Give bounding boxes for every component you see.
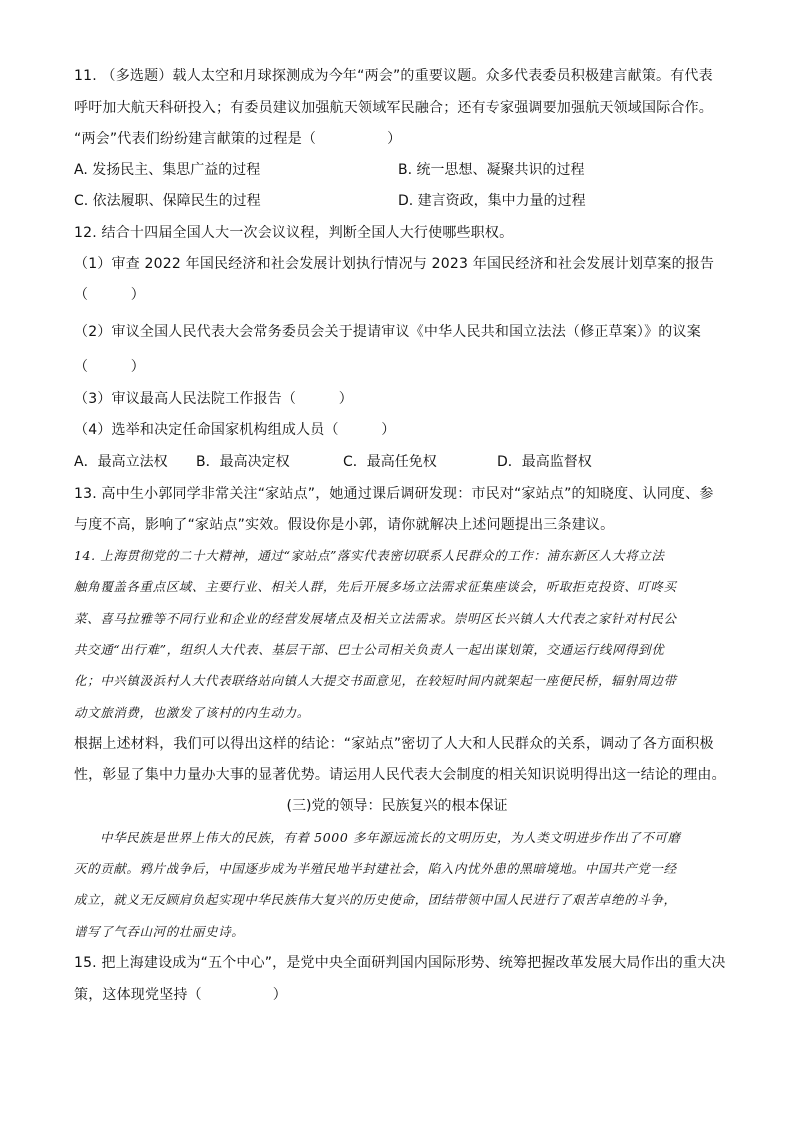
q14-material-line: 菜、喜马拉雅等不同行业和企业的经营发展堵点及相关立法需求。崇明区长兴镇人大代表之家针对村民公 bbox=[74, 611, 677, 626]
q12-item-1-blank: （ ） bbox=[74, 287, 145, 303]
section-material-line: 中华民族是世界上伟大的民族，有着 5000 多年源远流长的文明历史，为人类文明进步作出了不可磨 bbox=[100, 830, 681, 845]
q12-option-c: C．最高任免权 bbox=[343, 454, 437, 470]
q12-item-2-blank: （ ） bbox=[74, 359, 145, 375]
q14-material-line: 化；中兴镇汲浜村人大代表联络站向镇人大提交书面意见，在较短时间内就架起一座便民桥，辐射周边带 bbox=[74, 673, 677, 688]
q12-item-2: （2）审议全国人民代表大会常务委员会关于提请审议《中华人民共和国立法法（修正草案）》的议案 bbox=[74, 324, 701, 340]
q14-conclusion-line: 根据上述材料，我们可以得出这样的结论：“家站点”密切了人大和人民群众的关系，调动了各方面积极 bbox=[74, 736, 714, 752]
q14-material-line: 共交通“出行难”，组织人大代表、基层干部、巴士公司相关负责人一起出谋划策，交通运行线网得到优 bbox=[74, 642, 665, 657]
q13-line-2: 与度不高，影响了“家站点”实效。假设你是小郭，请你就解决上述问题提出三条建议。 bbox=[74, 517, 615, 533]
q11-option-b: B. 统一思想、凝聚共识的过程 bbox=[398, 162, 585, 178]
q11-line-1: 11. （多选题）载人太空和月球探测成为今年“两会”的重要议题。众多代表委员积极建言献策。有代表 bbox=[74, 68, 713, 84]
q12-option-d: D．最高监督权 bbox=[497, 454, 592, 470]
q12-item-1: （1）审查 2022 年国民经济和社会发展计划执行情况与 2023 年国民经济和社会发展计划草案的报告 bbox=[74, 256, 715, 272]
section-title: (三)党的领导：民族复兴的根本保证 bbox=[286, 798, 508, 814]
q14-conclusion-line: 性，彰显了集中力量办大事的显著优势。请运用人民代表大会制度的相关知识说明得出这一结论的理由。 bbox=[74, 767, 726, 783]
q14-material-line: 动文旅消费，也激发了该村的内生动力。 bbox=[74, 705, 310, 720]
q11-line-2: 呼吁加大航天科研投入；有委员建议加强航天领域军民融合；还有专家强调要加强航天领域国际合作。 bbox=[74, 100, 713, 116]
q15-line-2: 策，这体现党坚持（ ） bbox=[74, 987, 287, 1003]
section-material-line: 成立，就义无反顾肩负起实现中华民族伟大复兴的历史使命，团结带领中国人民进行了艰苦卓绝的斗争， bbox=[74, 892, 677, 907]
q12-option-a: A．最高立法权 bbox=[74, 454, 168, 470]
section-material-line: 灭的贡献。鸦片战争后，中国逐步成为半殖民地半封建社会，陷入内忧外患的黑暗境地。中国共产党一经 bbox=[74, 861, 677, 876]
q13-line-1: 13. 高中生小郭同学非常关注“家站点”，她通过课后调研发现：市民对“家站点”的知晓度、认同度、参 bbox=[74, 486, 714, 502]
q14-material-line: 14. 上海贯彻党的二十大精神，通过“家站点”落实代表密切联系人民群众的工作：浦东新区人大将立法 bbox=[74, 548, 665, 563]
q11-option-a: A. 发扬民主、集思广益的过程 bbox=[74, 162, 261, 178]
q12-item-3: （3）审议最高人民法院工作报告（ ） bbox=[74, 391, 353, 407]
q11-line-3: “两会”代表们纷纷建言献策的过程是（ ） bbox=[74, 131, 402, 147]
q12-stem: 12. 结合十四届全国人大一次会议议程，判断全国人大行使哪些职权。 bbox=[74, 225, 514, 241]
q12-option-b: B．最高决定权 bbox=[196, 454, 290, 470]
section-material-line: 谱写了气吞山河的壮丽史诗。 bbox=[74, 924, 245, 939]
q15-line-1: 15. 把上海建设成为“五个中心”，是党中央全面研判国内国际形势、统筹把握改革发展大局作出的重大决 bbox=[74, 955, 726, 971]
q11-option-c: C. 依法履职、保障民生的过程 bbox=[74, 193, 261, 209]
q11-option-d: D. 建言资政，集中力量的过程 bbox=[398, 193, 586, 209]
q12-item-4: （4）选举和决定任命国家机构组成人员（ ） bbox=[74, 422, 396, 438]
q14-material-line: 触角覆盖各重点区域、主要行业、相关人群，先后开展多场立法需求征集座谈会，听取拒克投资、叮咚买 bbox=[74, 579, 677, 594]
